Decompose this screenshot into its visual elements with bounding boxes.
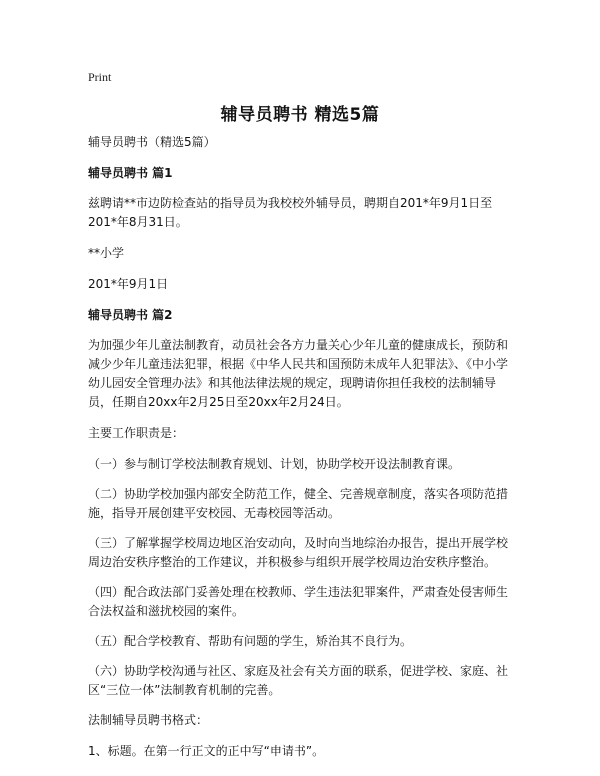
document-title: 辅导员聘书 精选5篇 [220,105,380,125]
duty-item: （六）协助学校沟通与社区、家庭及社会有关方面的联系，促进学校、家庭、社区“三位一体”法制教育机制的完善。 [88,664,509,697]
section-1-date: 201*年9月1日 [88,277,169,291]
section-1-body: 兹聘请**市边防检查站的指导员为我校校外辅导员，聘期自201*年9月1日至201*年8月31日。 [88,196,493,229]
duty-item: （四）配合政法部门妥善处理在校教师、学生违法犯罪案件，严肃查处侵害师生合法权益和滋扰校园的案件。 [88,585,509,618]
format-item: 1、标题。在第一行正文的正中写“申请书”。 [88,744,325,758]
section-heading-2: 辅导员聘书 篇2 [88,308,173,322]
print-label: Print [88,70,112,84]
duty-item: （三）了解掌握学校周边地区治安动向，及时向当地综治办报告，提出开展学校周边治安秩序整治的工作建议，并积极参与组织开展学校周边治安秩序整治。 [88,536,509,569]
format-label: 法制辅导员聘书格式： [88,713,209,727]
duty-item: （五）配合学校教育、帮助有问题的学生，矫治其不良行为。 [88,634,413,648]
section-1-signature: **小学 [88,246,125,260]
section-2-body: 为加强少年儿童法制教育，动员社会各方力量关心少年儿童的健康成长，预防和减少少年儿童违法犯罪，根据《中华人民共和国预防未成年人犯罪法》、《中小学幼儿园安全管理办法》和其他法律法规的规定，现聘请你担任我校的法制辅导员，任期自20xx年2月25日至20xx年2月24日。 [88,338,509,409]
duty-item: （一）参与制订学校法制教育规划、计划，协助学校开设法制教育课。 [88,457,461,471]
document-body [88,133,518,773]
section-heading-1: 辅导员聘书 篇1 [88,166,173,180]
duties-label: 主要工作职责是： [88,426,185,440]
duty-item: （二）协助学校加强内部安全防范工作，健全、完善规章制度，落实各项防范措施，指导开展创建平安校园、无毒校园等活动。 [88,487,509,520]
document-subtitle: 辅导员聘书（精选5篇） [88,135,216,149]
